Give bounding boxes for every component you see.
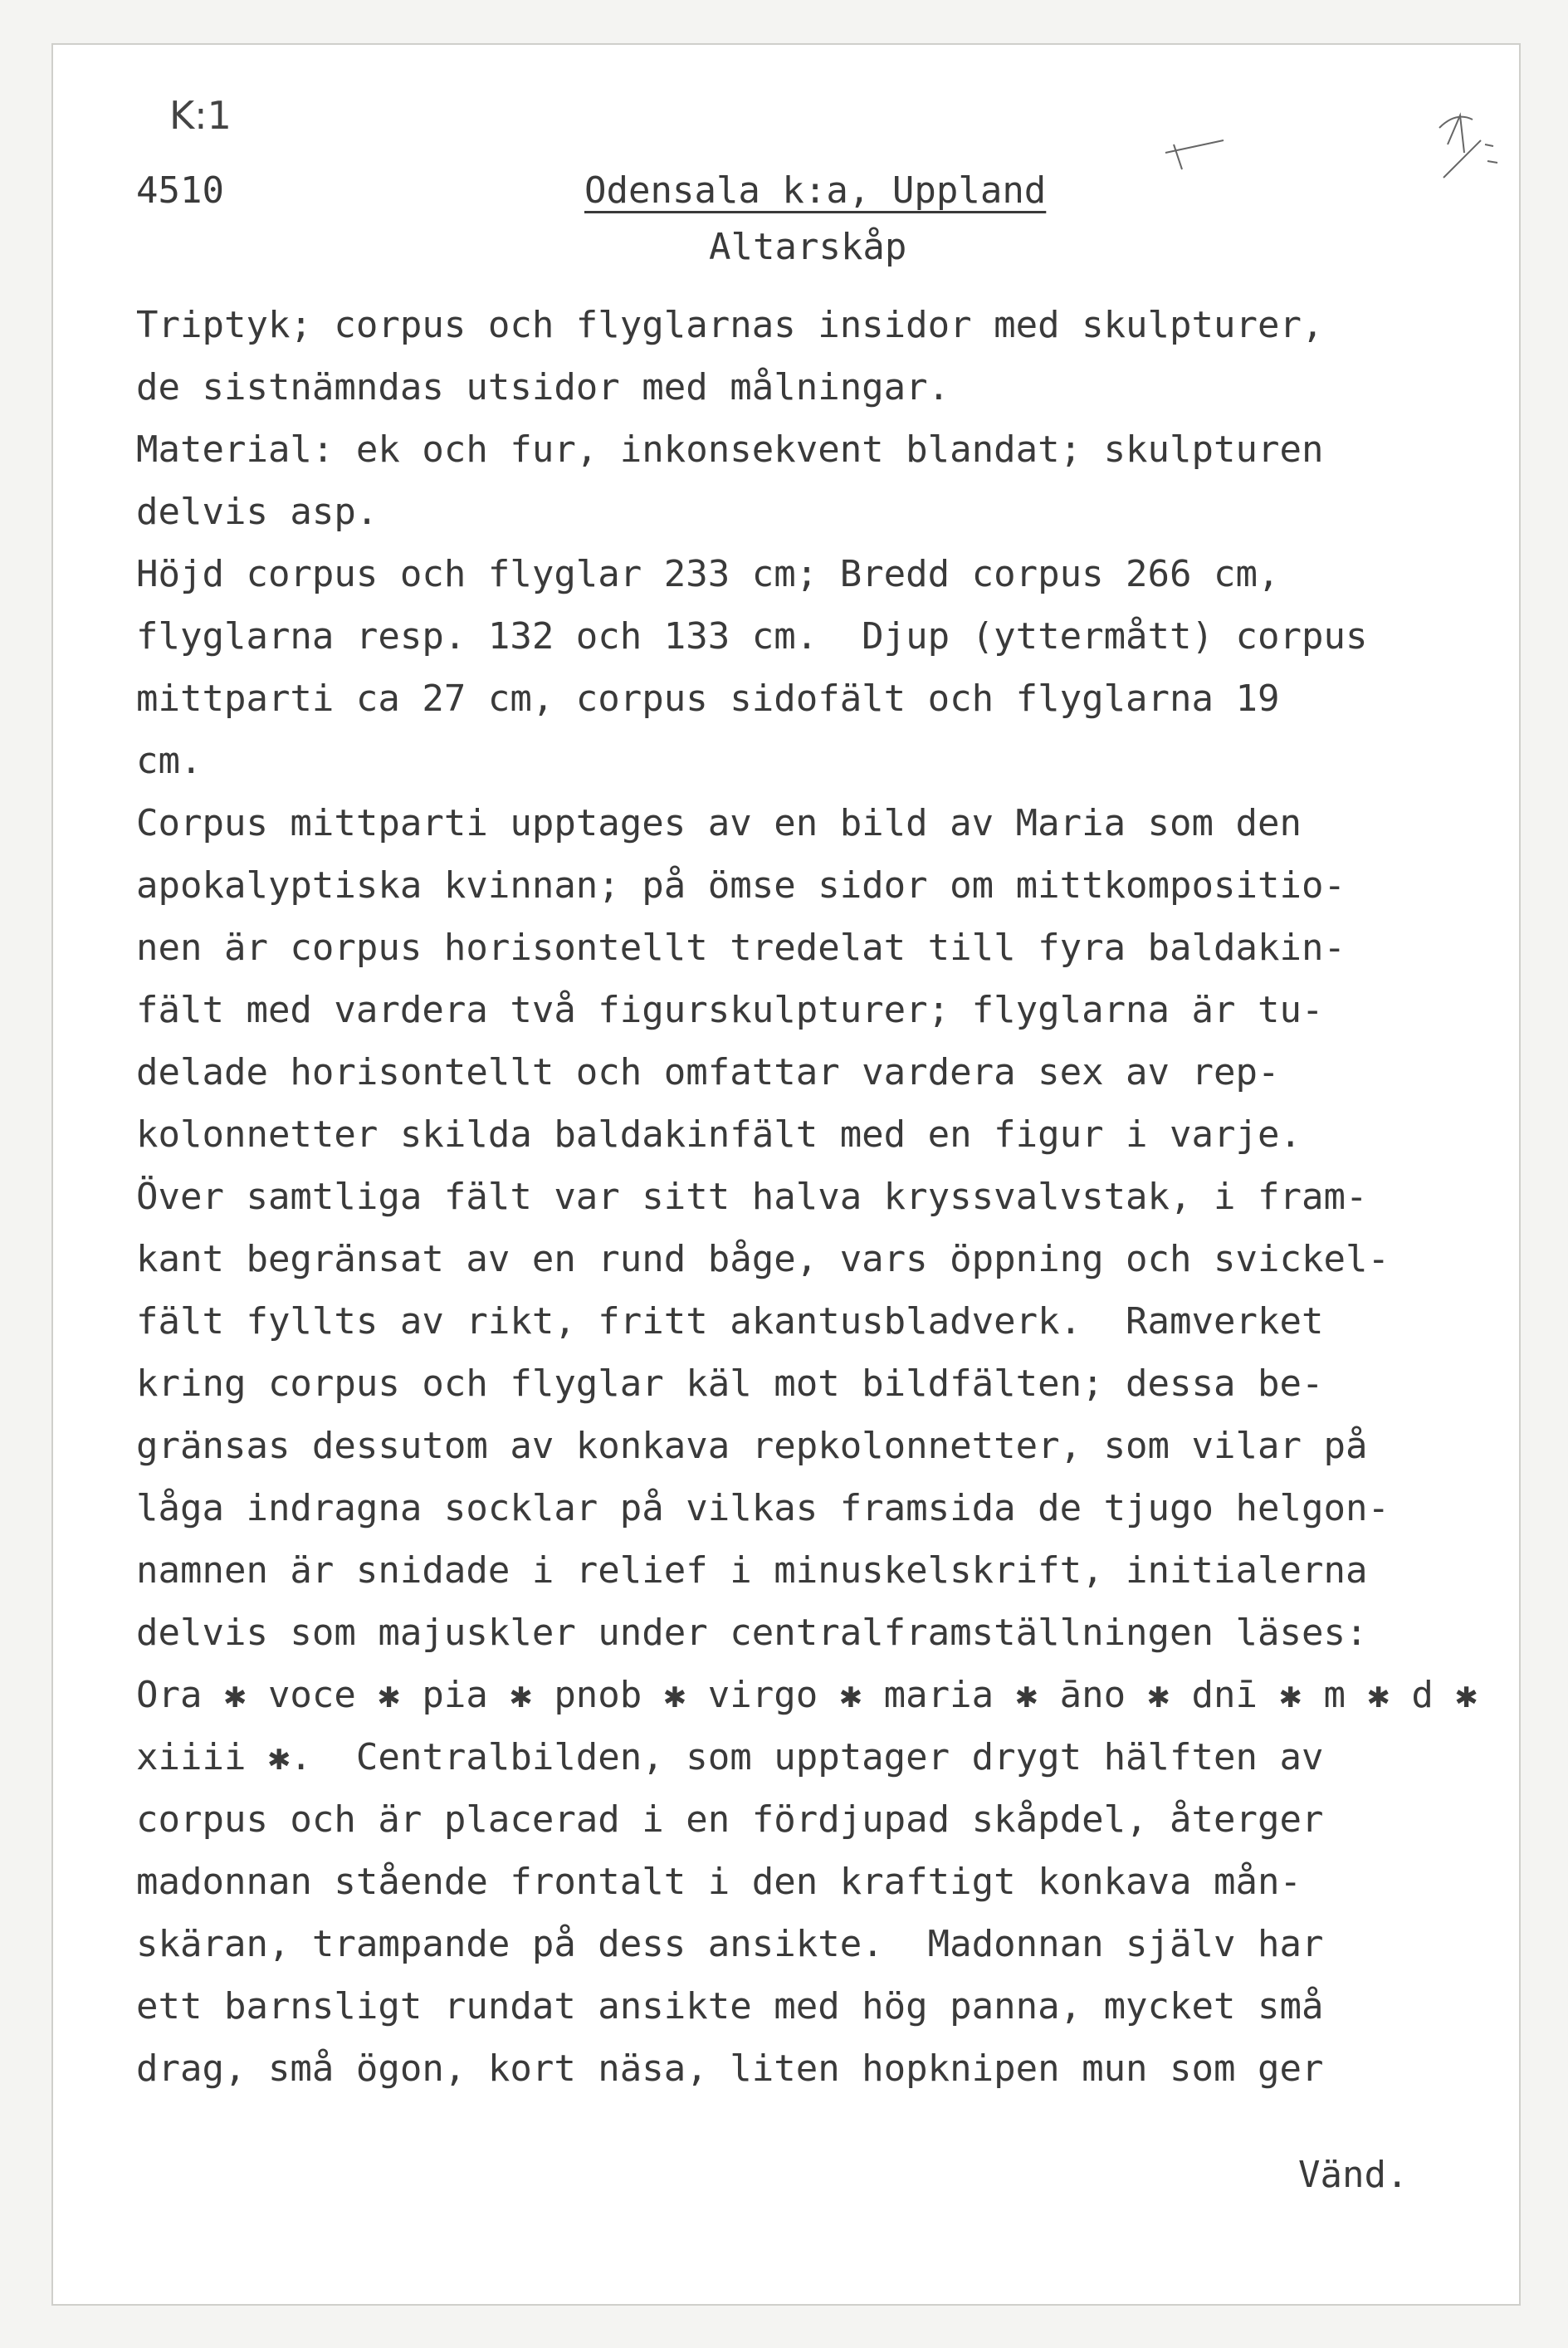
text-line: drag, små ögon, kort näsa, liten hopknipen mun som ger bbox=[136, 2047, 1324, 2090]
text-line: delvis som majuskler under centralframställningen läses: bbox=[136, 1612, 1368, 1654]
text-line: Corpus mittparti upptages av en bild av Maria som den bbox=[136, 802, 1302, 844]
text-line: Material: ek och fur, inkonsekvent blandat; skulpturen bbox=[136, 428, 1324, 471]
text-line: de sistnämndas utsidor med målningar. bbox=[136, 366, 950, 408]
text-line: flyglarna resp. 132 och 133 cm. Djup (yttermått) corpus bbox=[136, 615, 1368, 658]
text-line: cm. bbox=[136, 740, 203, 782]
text-line: Över samtliga fält var sitt halva kryssvalvstak, i fram- bbox=[136, 1176, 1368, 1218]
text-line: mittparti ca 27 cm, corpus sidofält och flyglarna 19 bbox=[136, 677, 1280, 720]
text-line: låga indragna socklar på vilkas framsida de tjugo helgon- bbox=[136, 1487, 1390, 1529]
text-line: kring corpus och flyglar käl mot bildfälten; dessa be- bbox=[136, 1362, 1324, 1405]
text-line: xiiii ✱. Centralbilden, som upptager drygt hälften av bbox=[136, 1736, 1324, 1778]
text-line: Ora ✱ voce ✱ pia ✱ pnob ✱ virgo ✱ maria ✱ āno ✱ dnī ✱ m ✱ d ✱ bbox=[136, 1674, 1478, 1716]
locality-heading: Odensala k:a, Uppland bbox=[584, 169, 1047, 212]
text-line: kant begränsat av en rund båge, vars öppning och svickel- bbox=[136, 1238, 1390, 1280]
text-line: nen är corpus horisontellt tredelat till fyra baldakin- bbox=[136, 927, 1346, 969]
text-line: kolonnetter skilda baldakinfält med en figur i varje. bbox=[136, 1113, 1302, 1156]
text-line: fält fyllts av rikt, fritt akantusbladverk. Ramverket bbox=[136, 1300, 1324, 1343]
turn-over-note: Vänd. bbox=[1298, 2154, 1409, 2196]
catalog-number: 4510 bbox=[136, 169, 224, 212]
text-line: madonnan stående frontalt i den kraftigt konkava mån- bbox=[136, 1861, 1302, 1903]
text-line: apokalyptiska kvinnan; på ömse sidor om mittkompositio- bbox=[136, 864, 1346, 907]
text-line: skäran, trampande på dess ansikte. Madonnan själv har bbox=[136, 1923, 1324, 1965]
text-line: Triptyk; corpus och flyglarnas insidor med skulpturer, bbox=[136, 304, 1324, 346]
text-line: namnen är snidade i relief i minuskelskrift, initialerna bbox=[136, 1549, 1368, 1592]
text-line: delade horisontellt och omfattar vardera sex av rep- bbox=[136, 1051, 1280, 1093]
text-line: corpus och är placerad i en fördjupad skåpdel, återger bbox=[136, 1798, 1324, 1841]
index-card bbox=[51, 43, 1521, 2306]
text-line: ett barnsligt rundat ansikte med hög panna, mycket små bbox=[136, 1985, 1324, 2028]
text-line: fält med vardera två figurskulpturer; flyglarna är tu- bbox=[136, 989, 1324, 1031]
text-line: delvis asp. bbox=[136, 491, 379, 533]
handwritten-marker: K:1 bbox=[169, 93, 232, 138]
object-title: Altarskåp bbox=[709, 226, 907, 268]
text-line: gränsas dessutom av konkava repkolonnetter, som vilar på bbox=[136, 1425, 1368, 1467]
handwritten-scribble bbox=[1157, 95, 1506, 194]
description-text bbox=[136, 294, 1478, 2100]
text-line: Höjd corpus och flyglar 233 cm; Bredd corpus 266 cm, bbox=[136, 553, 1280, 595]
